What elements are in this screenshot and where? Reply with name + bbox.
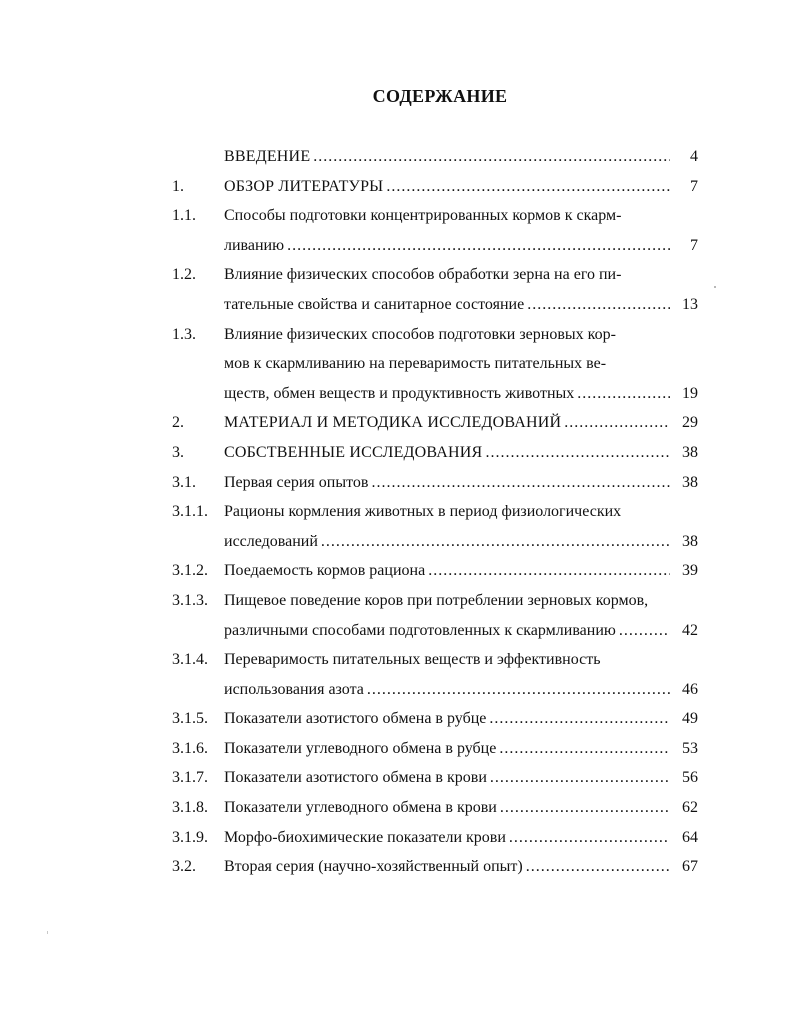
toc-entry-page-number: 38 [682, 532, 698, 550]
toc-entry [0, 763, 795, 793]
toc-entry-title: тательные свойства и санитарное состояние [224, 295, 525, 313]
toc-entry-line [224, 379, 670, 409]
toc-entry-number: 3.1.2. [172, 562, 208, 580]
toc-entry [0, 793, 795, 823]
toc-entry-page-number: 19 [682, 384, 698, 402]
dot-leader [577, 379, 670, 409]
dot-leader [490, 763, 670, 793]
table-of-contents [0, 142, 795, 882]
toc-entry-title: Показатели азотистого обмена в рубце [224, 710, 487, 728]
toc-entry [0, 497, 795, 556]
toc-entry-line [224, 468, 670, 498]
dot-leader [499, 734, 670, 764]
dot-leader [428, 556, 670, 586]
toc-entry [0, 468, 795, 498]
toc-entry [0, 586, 795, 645]
toc-entry-title: Первая серия опытов [224, 473, 369, 491]
toc-entry [0, 172, 795, 202]
dot-leader [287, 231, 670, 261]
toc-entry-line [224, 527, 670, 557]
toc-entry-title: Поедаемость кормов рациона [224, 562, 426, 580]
toc-entry-title: Вторая серия (научно-хозяйственный опыт) [224, 858, 523, 876]
toc-entry-line [224, 734, 670, 764]
toc-entry-number: 1.2. [172, 266, 196, 284]
toc-entry [0, 260, 795, 319]
toc-entry-title: исследований [224, 532, 318, 550]
toc-entry-page-number: 62 [682, 799, 698, 817]
dot-leader [526, 852, 670, 882]
toc-entry-title: Морфо-биохимические показатели крови [224, 828, 506, 846]
toc-entry [0, 408, 795, 438]
toc-entry-number: 3.1. [172, 473, 196, 491]
toc-entry-number: 3.1.6. [172, 739, 208, 757]
toc-entry-title: МАТЕРИАЛ И МЕТОДИКА ИССЛЕДОВАНИЙ [224, 414, 562, 432]
toc-entry-number: 1.3. [172, 325, 196, 343]
dot-leader [619, 616, 670, 646]
toc-entry-line [224, 616, 670, 646]
toc-entry-page-number: 53 [682, 739, 698, 757]
toc-entry-title: ОБЗОР ЛИТЕРАТУРЫ [224, 177, 384, 195]
toc-entry [0, 852, 795, 882]
toc-entry-number: 3.1.4. [172, 651, 208, 669]
toc-entry-title: различными способами подготовленных к скармливанию [224, 621, 616, 639]
dot-leader [313, 142, 670, 172]
toc-entry-line: Влияние физических способов обработки зерна на его пи- [224, 266, 622, 284]
toc-entry-page-number: 64 [682, 828, 698, 846]
toc-entry [0, 320, 795, 409]
dot-leader [367, 675, 670, 705]
dot-leader [321, 527, 670, 557]
dot-leader [485, 438, 670, 468]
toc-entry-page-number: 13 [682, 295, 698, 313]
toc-entry-line [224, 438, 670, 468]
dot-leader [564, 408, 670, 438]
toc-entry-line [224, 704, 670, 734]
toc-entry-title: ществ, обмен веществ и продуктивность животных [224, 384, 575, 402]
toc-entry-line: Переваримость питательных веществ и эффективность [224, 651, 601, 669]
toc-entry [0, 823, 795, 853]
toc-entry [0, 734, 795, 764]
dot-leader [386, 172, 670, 202]
toc-entry-page-number: 42 [682, 621, 698, 639]
toc-entry [0, 142, 795, 172]
toc-entry-line [224, 823, 670, 853]
toc-entry-line: Влияние физических способов подготовки зерновых кор- [224, 325, 616, 343]
toc-entry [0, 645, 795, 704]
toc-entry-line [224, 408, 670, 438]
toc-entry [0, 556, 795, 586]
toc-entry-page-number: 38 [682, 473, 698, 491]
toc-entry [0, 438, 795, 468]
toc-entry-number: 3.1.3. [172, 591, 208, 609]
toc-entry-number: 2. [172, 414, 184, 432]
toc-entry-line: Рационы кормления животных в период физиологических [224, 503, 622, 521]
toc-entry-page-number: 38 [682, 443, 698, 461]
toc-entry-line [224, 142, 670, 172]
toc-entry-title: использования азота [224, 680, 364, 698]
toc-entry-number: 3.2. [172, 858, 196, 876]
toc-entry-title: ливанию [224, 236, 285, 254]
toc-entry-title: Показатели азотистого обмена в крови [224, 769, 487, 787]
toc-entry-title: СОБСТВЕННЫЕ ИССЛЕДОВАНИЯ [224, 443, 483, 461]
toc-entry-page-number: 29 [682, 414, 698, 432]
dot-leader [371, 468, 670, 498]
toc-entry-line [224, 852, 670, 882]
toc-entry-line [224, 231, 670, 261]
toc-entry-line [224, 763, 670, 793]
toc-entry-page-number: 39 [682, 562, 698, 580]
toc-entry-number: 3.1.9. [172, 828, 208, 846]
toc-entry [0, 704, 795, 734]
toc-entry [0, 201, 795, 260]
toc-entry-title: Показатели углеводного обмена в крови [224, 799, 497, 817]
dot-leader [527, 290, 670, 320]
toc-entry-number: 1. [172, 177, 184, 195]
toc-entry-line: Способы подготовки концентрированных кормов к скарм- [224, 207, 622, 225]
toc-entry-number: 1.1. [172, 207, 196, 225]
scan-speck [47, 931, 48, 934]
toc-entry-number: 3.1.1. [172, 503, 208, 521]
toc-entry-page-number: 7 [690, 236, 698, 254]
toc-entry-line [224, 793, 670, 823]
toc-entry-number: 3.1.7. [172, 769, 208, 787]
toc-entry-line [224, 675, 670, 705]
toc-entry-line [224, 172, 670, 202]
toc-entry-number: 3.1.8. [172, 799, 208, 817]
toc-entry-page-number: 67 [682, 858, 698, 876]
toc-entry-title: ВВЕДЕНИЕ [224, 148, 311, 165]
dot-leader [500, 793, 670, 823]
toc-entry-page-number: 46 [682, 680, 698, 698]
toc-entry-line: мов к скармливанию на переваримость питательных ве- [224, 355, 607, 373]
toc-entry-page-number: 56 [682, 769, 698, 787]
toc-entry-line: Пищевое поведение коров при потреблении зерновых кормов, [224, 591, 649, 609]
dot-leader [509, 823, 670, 853]
toc-entry-line [224, 556, 670, 586]
page-title: СОДЕРЖАНИЕ [372, 86, 508, 106]
toc-entry-page-number: 7 [690, 177, 698, 195]
toc-entry-line [224, 290, 670, 320]
dot-leader [489, 704, 670, 734]
toc-entry-title: Показатели углеводного обмена в рубце [224, 739, 497, 757]
toc-entry-page-number: 49 [682, 710, 698, 728]
toc-entry-number: 3.1.5. [172, 710, 208, 728]
toc-entry-number: 3. [172, 443, 184, 461]
toc-entry-page-number: 4 [690, 148, 698, 165]
